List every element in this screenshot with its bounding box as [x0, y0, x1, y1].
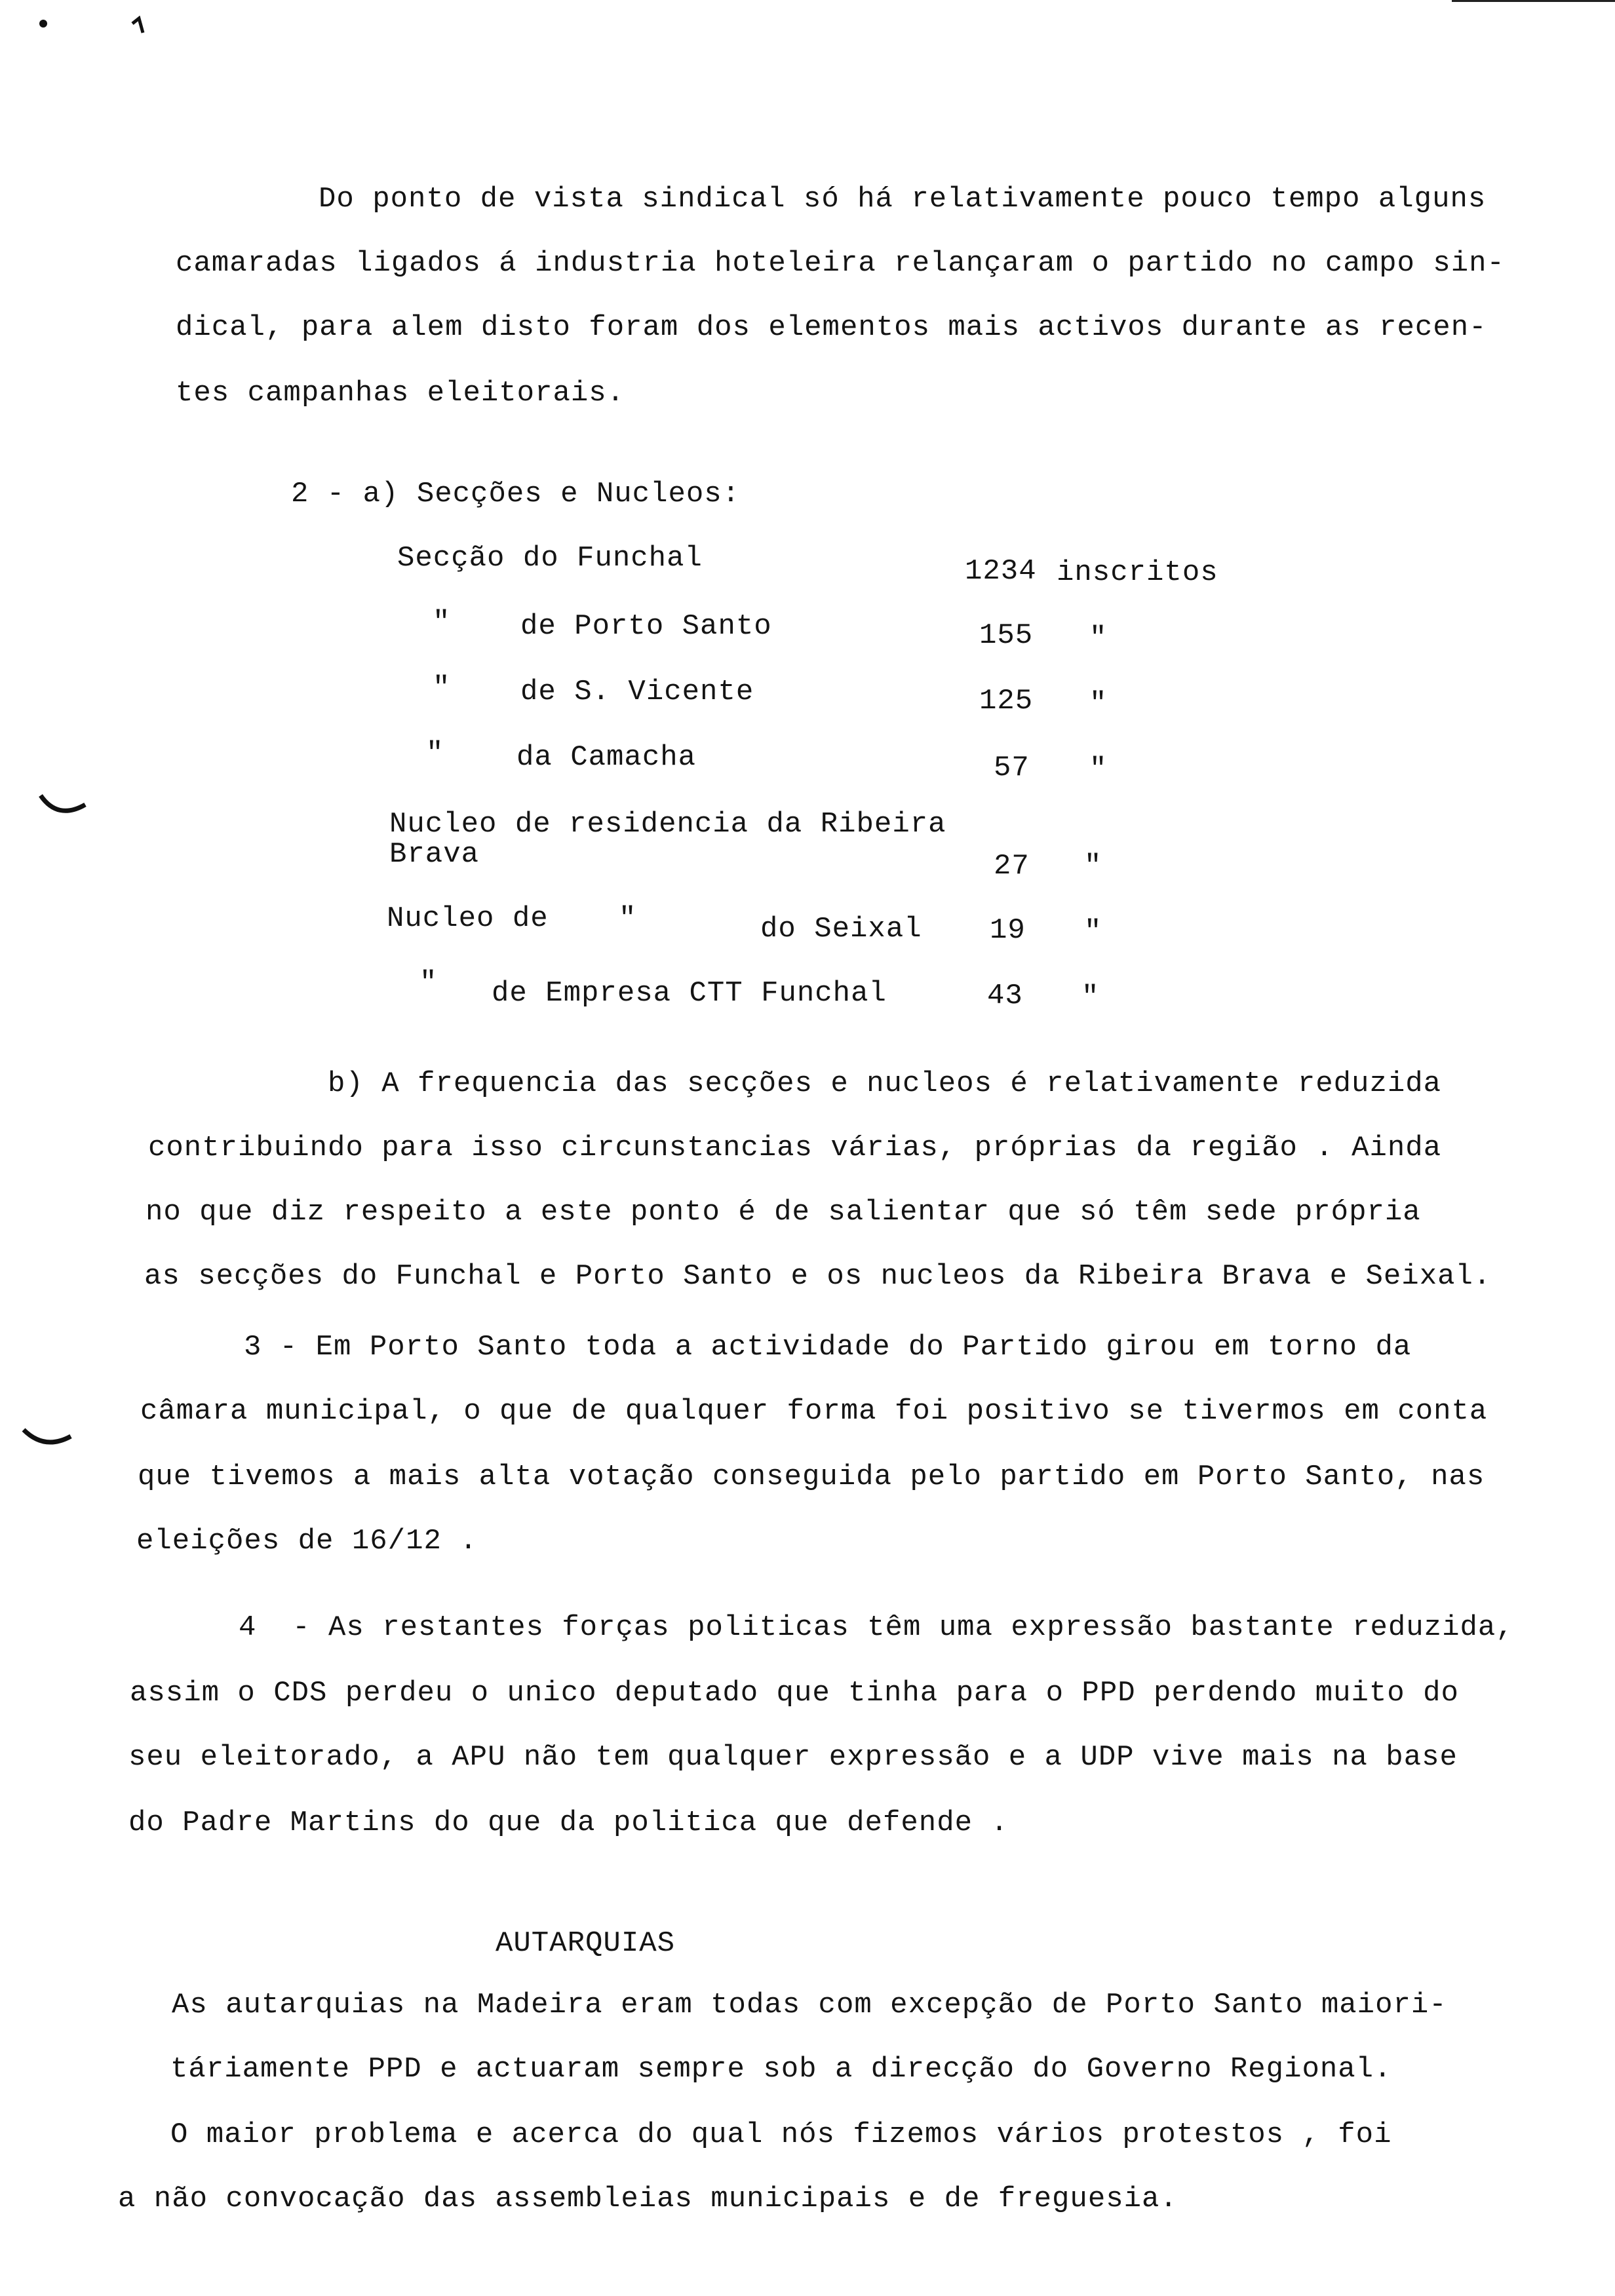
autarquias-line: O maior problema e acerca do qual nós fizemos vários protestos , foi [170, 2118, 1392, 2151]
table-row-count: 125 [979, 685, 1034, 718]
section4-line: 4 - As restantes forças politicas têm uma expressão bastante reduzida, [239, 1611, 1514, 1644]
autarquias-line: a não convocação das assembleias municipais e de freguesia. [118, 2183, 1178, 2215]
table-row-count: 155 [979, 619, 1034, 652]
punch-hole-mark [38, 793, 88, 822]
table-row-count: 57 [994, 752, 1030, 784]
table-row-suffix: inscritos [1057, 556, 1218, 589]
ditto-mark: " [619, 902, 637, 935]
table-row-name: de S. Vicente [520, 676, 754, 708]
ditto-mark: " [1084, 850, 1102, 883]
ditto-mark: " [1089, 622, 1108, 655]
section-b-line: contribuindo para isso circunstancias várias, próprias da região . Ainda [148, 1132, 1442, 1164]
table-row-count: 19 [990, 914, 1026, 947]
ditto-mark: " [433, 672, 451, 704]
section3-line: que tivemos a mais alta votação conseguida pelo partido em Porto Santo, nas [138, 1461, 1485, 1493]
section3-line: eleições de 16/12 . [136, 1525, 478, 1558]
section-b-line: b) A frequencia das secções e nucleos é relativamente reduzida [328, 1067, 1442, 1100]
intro-line: dical, para alem disto foram dos elementos mais activos durante as recen- [176, 311, 1487, 344]
table-row-name: Nucleo de residencia da Ribeira [389, 808, 946, 841]
section4-line: assim o CDS perdeu o unico deputado que tinha para o PPD perdendo muito do [130, 1677, 1459, 1710]
table-row-name-end: do Seixal [760, 913, 922, 946]
ditto-mark: " [426, 737, 444, 770]
intro-line: tes campanhas eleitorais. [176, 377, 625, 410]
section-b-line: as secções do Funchal e Porto Santo e os nucleos da Ribeira Brava e Seixal. [144, 1260, 1492, 1293]
scan-dot-mark [39, 20, 47, 28]
table-row-name: da Camacha [516, 741, 697, 774]
ditto-mark: " [433, 606, 451, 639]
section4-line: do Padre Martins do que da politica que defende . [128, 1807, 1009, 1839]
ditto-mark: " [1089, 753, 1108, 786]
table-row-name: Nucleo de [387, 902, 549, 935]
autarquias-heading: AUTARQUIAS [496, 1927, 676, 1960]
section-heading: 2 - a) Secções e Nucleos: [291, 478, 741, 510]
scan-tick-mark [130, 16, 147, 39]
table-row-name: Secção do Funchal [397, 542, 703, 575]
table-row-count: 1234 [965, 555, 1037, 588]
table-row-name: de Porto Santo [520, 610, 772, 643]
section3-line: câmara municipal, o que de qualquer forma foi positivo se tivermos em conta [140, 1395, 1488, 1428]
ditto-mark: " [419, 966, 438, 999]
table-row-count: 27 [994, 850, 1030, 883]
ditto-mark: " [1084, 915, 1102, 948]
section4-line: seu eleitorado, a APU não tem qualquer expressão e a UDP vive mais na base [128, 1741, 1458, 1774]
table-row-name-cont: Brava [389, 838, 480, 871]
table-row-count: 43 [987, 980, 1023, 1012]
ditto-mark: " [1089, 687, 1108, 720]
autarquias-line: táriamente PPD e actuaram sempre sob a direcção do Governo Regional. [170, 2053, 1392, 2086]
section3-line: 3 - Em Porto Santo toda a actividade do Partido girou em torno da [244, 1331, 1412, 1364]
top-edge-line [1452, 0, 1615, 2]
table-row-name: de Empresa CTT Funchal [492, 977, 887, 1010]
ditto-mark: " [1081, 981, 1100, 1014]
intro-line: camaradas ligados á industria hoteleira relançaram o partido no campo sin- [176, 247, 1505, 280]
punch-hole-mark [21, 1425, 73, 1454]
intro-line: Do ponto de vista sindical só há relativamente pouco tempo alguns [319, 183, 1487, 216]
section-b-line: no que diz respeito a este ponto é de salientar que só têm sede própria [146, 1196, 1421, 1229]
autarquias-line: As autarquias na Madeira eram todas com excepção de Porto Santo maiori- [172, 1989, 1447, 2021]
